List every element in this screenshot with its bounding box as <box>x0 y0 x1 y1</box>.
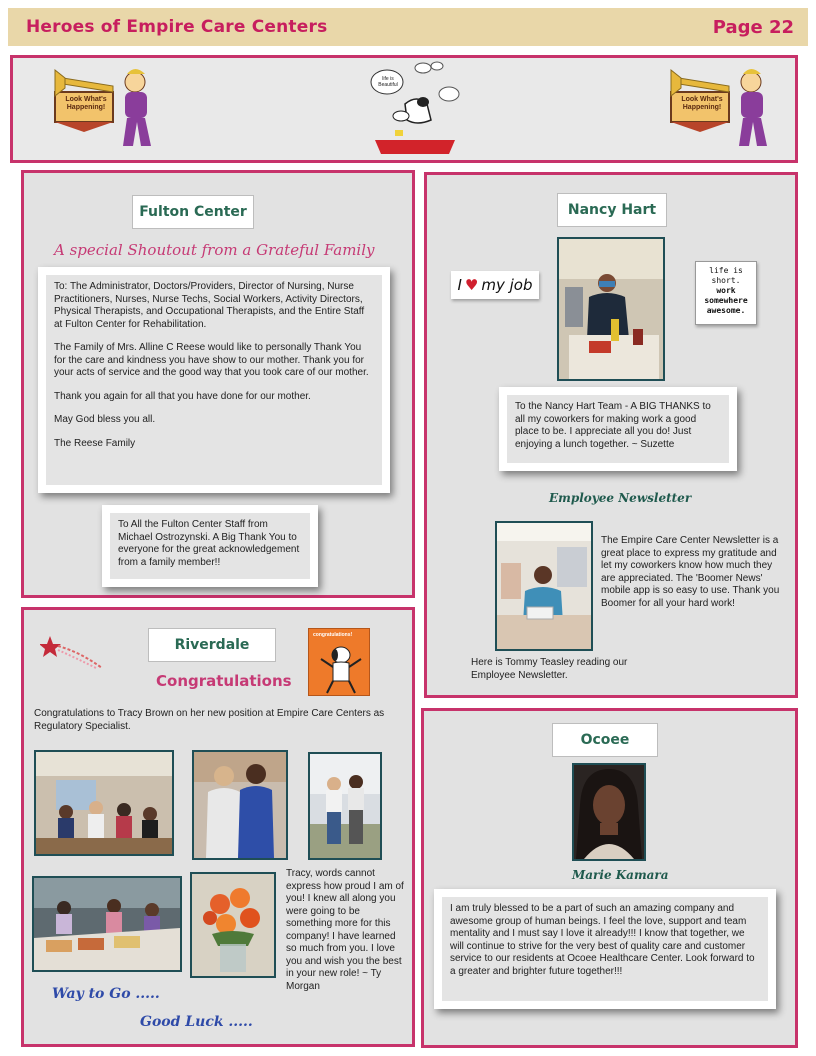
ocoee-panel <box>421 708 798 1048</box>
heart-icon: ♥ <box>464 276 479 294</box>
dancing-dog-icon <box>319 643 363 695</box>
life-sign-line: somewhere <box>704 296 748 305</box>
nancy-thanks-card <box>499 387 737 471</box>
photo-image <box>192 874 274 976</box>
congratulations-card-image <box>308 628 370 696</box>
banner-panel <box>10 55 798 163</box>
marie-testimonial-card <box>434 889 776 1009</box>
way-to-go-text: Way to Go ..... <box>52 986 160 1002</box>
marie-kamara-photo <box>572 763 646 861</box>
riverdale-panel <box>21 607 415 1047</box>
life-sign-line: life is <box>709 266 743 275</box>
banner-sign-left: Look What's Happening! <box>65 96 107 111</box>
tab-nancy-hart: Nancy Hart <box>557 193 667 227</box>
tab-riverdale: Riverdale <box>148 628 276 662</box>
suzette-lunch-photo <box>557 237 665 381</box>
newsletter-title: Heroes of Empire Care Centers <box>26 17 328 37</box>
buffet-table-photo <box>32 876 182 972</box>
shooting-star-icon <box>40 634 104 670</box>
outdoor-pair-photo <box>308 752 382 860</box>
photo-image <box>497 523 591 649</box>
letter-paragraph: The Family of Mrs. Alline C Reese would like to personally Thank You for the care and kindness you have show to our mother. Thank you for your acts of service and the good way that you took care of our mother. <box>54 342 369 378</box>
flower-bouquet-photo <box>190 872 276 978</box>
tab-fulton-center: Fulton Center <box>132 195 254 229</box>
ostrozynski-note-card <box>102 505 318 587</box>
tracy-and-colleague-photo <box>192 750 288 860</box>
staff-party-photo <box>34 750 174 856</box>
photo-image <box>574 765 644 859</box>
letter-signature: The Reese Family <box>54 437 136 449</box>
shoutout-heading: A special Shoutout from a Grateful Family <box>54 241 375 259</box>
letter-paragraph: Thank you again for all that you have done for our mother. <box>54 390 311 402</box>
reese-family-letter <box>46 275 382 485</box>
marie-kamara-name: Marie Kamara <box>572 868 669 882</box>
congratulations-heading: Congratulations <box>156 672 292 690</box>
tracy-brown-announcement: Congratulations to Tracy Brown on her new position at Empire Care Centers as Regulatory Specialist. <box>34 708 385 732</box>
love-sign-pre: I <box>457 276 462 294</box>
letter-paragraph: To: The Administrator, Doctors/Providers, Director of Nursing, Nurse Practitioners, Nurses, Nurse Techs, Social Workers, Activity Directors, Physical Therapists, and Occupational Therapists, and the Entire Staff at Fulton Center for Rehabilitation. <box>54 281 365 330</box>
snoopy-doghouse-icon <box>365 60 465 158</box>
marie-testimonial: I am truly blessed to be a part of such an amazing company and awesome group of human beings. I feel the love, support and team mentality and I must say I love it already!!! I know that together, we will continue to strive for the very best of quality care and customer service to our residents at Ocoee Healthcare Center. Look forward to a greater and brighter future together!!! <box>442 897 768 1001</box>
love-sign-post: my job <box>481 276 533 294</box>
life-sign-line: awesome. <box>706 306 746 315</box>
ty-morgan-quote: Tracy, words cannot express how proud I am of you! I knew all along you were going to be something more for this company! I have learned so much from you. I love you and wish you the best in your new role! ~ Ty Morgan <box>286 868 404 992</box>
tommy-teasley-photo <box>495 521 593 651</box>
photo-image <box>194 752 286 858</box>
photo-image <box>310 754 380 858</box>
header-bar <box>8 8 808 46</box>
page-number: Page 22 <box>712 16 794 38</box>
newsletter-testimonial: The Empire Care Center Newsletter is a great place to express my gratitude and let my coworkers know how much they are appreciated. The 'Boomer News' mobile app is so easy to use. Thank you Boomer for all your hard work! <box>601 535 780 609</box>
life-is-short-sign <box>695 261 757 325</box>
nancy-thanks-text: To the Nancy Hart Team - A BIG THANKS to all my coworkers for making work a good place to be. I appreciate all you do! Just enjoying a lunch together. ~ Suzette <box>507 395 729 463</box>
photo-image <box>34 878 180 970</box>
letter-paragraph: May God bless you all. <box>54 414 156 425</box>
snoopy-speech-text: life is Beautiful <box>378 76 398 88</box>
tommy-photo-caption: Here is Tommy Teasley reading our Employee Newsletter. <box>471 657 628 681</box>
banner-sign-right: Look What's Happening! <box>681 96 723 111</box>
i-love-my-job-sign <box>451 271 539 299</box>
tab-ocoee: Ocoee <box>552 723 658 757</box>
employee-newsletter-heading: Employee Newsletter <box>549 491 692 505</box>
photo-image <box>559 239 663 379</box>
ostrozynski-note: To All the Fulton Center Staff from Michael Ostrozynski. A Big Thank You to everyone for the great acknowledgement from a family member!! <box>110 513 310 579</box>
life-sign-line: short. <box>711 276 741 285</box>
nancy-hart-panel <box>424 172 798 698</box>
card-label: congratulations! <box>313 632 353 638</box>
photo-image <box>36 752 172 854</box>
reese-family-letter-card <box>38 267 390 493</box>
good-luck-text: Good Luck ..... <box>140 1014 253 1030</box>
fulton-center-panel <box>21 170 415 598</box>
life-sign-line: work <box>716 286 736 295</box>
